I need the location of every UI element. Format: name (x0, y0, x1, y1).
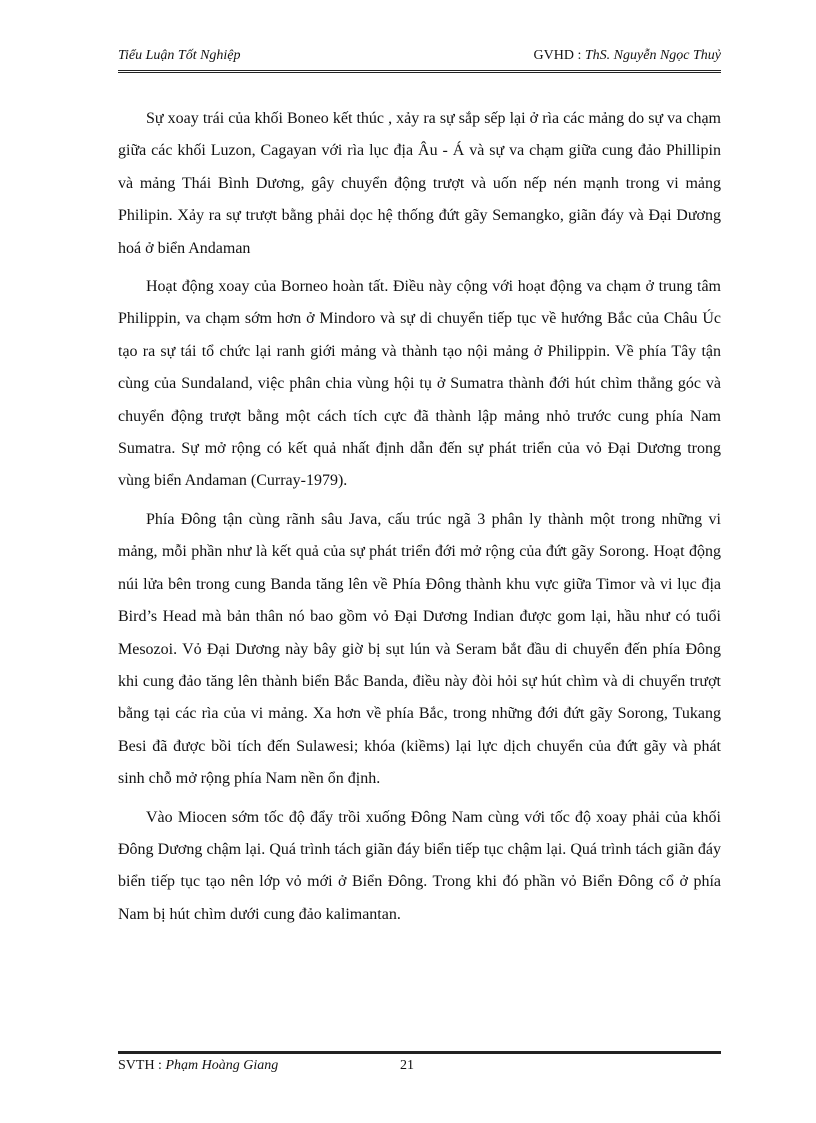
paragraph: Phía Đông tận cùng rãnh sâu Java, cấu trúc ngã 3 phân ly thành một trong những vi mảng, mỗi phần như là kết quả của sự phát triển đới mở rộng của đứt gãy Sorong. Hoạt động núi lửa bên trong cung Banda tăng lên về Phía Đông thành khu vực giữa Timor và vi lục địa Bird’s Head mà bản thân nó bao gồm vỏ Đại Dương Indian được gom lại, hầu như có tuổi Mesozoi. Vỏ Đại Dương này bây giờ bị sụt lún và Seram bắt đầu di chuyển đến phía Đông khi cung đảo tăng lên thành biển Bắc Banda, điều này đòi hỏi sự hút chìm và di chuyển trượt bằng tại các rìa của vi mảng. Xa hơn về phía Bắc, trong những đới đứt gãy Sorong, Tukang Besi đã được bồi tích đến Sulawesi; khóa (kiềms) lại lực dịch chuyển của đứt gãy và phát sinh chỗ mở rộng phía Nam nền ổn định. (118, 510, 721, 788)
paragraph: Sự xoay trái của khối Boneo kết thúc , xảy ra sự sắp sếp lại ở rìa các mảng do sự va chạm giữa các khối Luzon, Cagayan với rìa lục địa Âu - Á và sự va chạm giữa cung đảo Phillipin và mảng Thái Bình Dương, gây chuyển động trượt và uốn nếp nén mạnh trong vi mảng Philipin. Xảy ra sự trượt bằng phải dọc hệ thống đứt gãy Semangko, giãn đáy và Đại Dương hoá ở biển Andaman (118, 110, 721, 257)
header-advisor (534, 48, 721, 64)
header-advisor-label: GVHD : (533, 48, 585, 63)
paragraph: Vào Miocen sớm tốc độ đẩy trồi xuống Đông Nam cùng với tốc độ xoay phải của khối Đông Dương chậm lại. Quá trình tách giãn đáy biển tiếp tục chậm lại. Quá trình tách giãn đáy biển tiếp tục tạo nên lớp vỏ mới ở Biển Đông. Trong khi đó phần vỏ Biển Đông cổ ở phía Nam bị hút chìm dưới cung đảo kalimantan. (118, 808, 721, 923)
body-text (118, 103, 721, 937)
footer-student-label: SVTH : (118, 1058, 166, 1073)
paragraph: Hoạt động xoay của Borneo hoàn tất. Điều này cộng với hoạt động va chạm ở trung tâm Philippin, va chạm sớm hơn ở Mindoro và sự di chuyển tiếp tục về hướng Bắc của Châu Úc tạo ra sự tái tổ chức lại ranh giới mảng và thành tạo nội mảng ở Philippin. Về phía Tây tận cùng của Sundaland, việc phân chia vùng hội tụ ở Sumatra thành đới hút chìm thẳng góc và chuyển động trượt bằng một cách tích cực đã thành lập mảng nhỏ trước cung phía Nam Sumatra. Sự mở rộng có kết quả nhất định dẫn đến sự phát triển của vỏ Đại Dương trong vùng biển Andaman (Curray-1979). (118, 278, 721, 490)
page-footer (118, 1058, 721, 1074)
footer-divider (118, 1051, 721, 1054)
header-title: Tiểu Luận Tốt Nghiệp (118, 48, 241, 63)
page-number: 21 (400, 1058, 414, 1073)
header-advisor-name: ThS. Nguyễn Ngọc Thuỷ (584, 48, 721, 63)
page-header (118, 48, 721, 73)
footer-student-name: Phạm Hoàng Giang (165, 1058, 279, 1073)
